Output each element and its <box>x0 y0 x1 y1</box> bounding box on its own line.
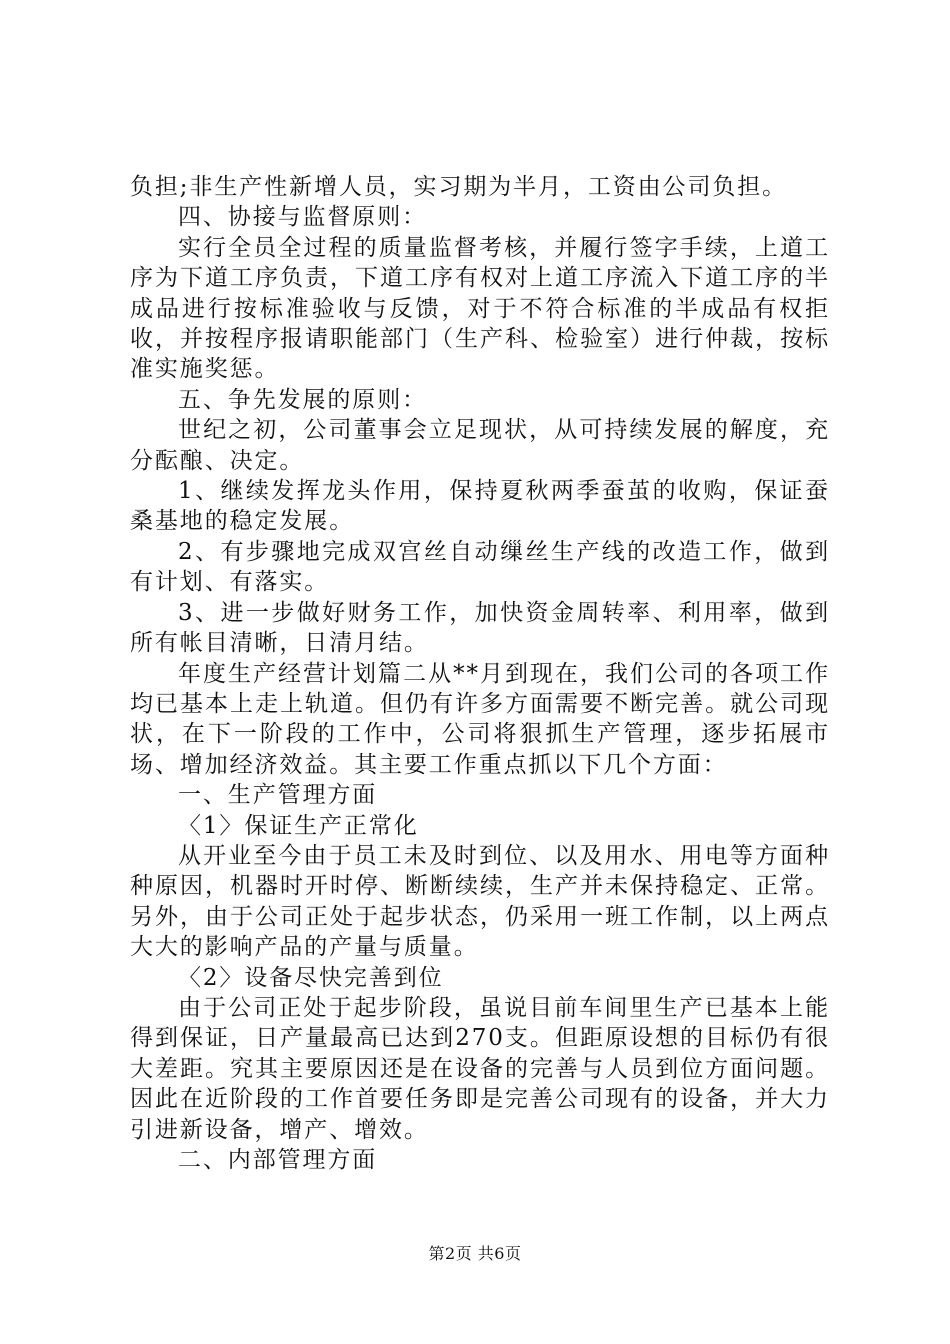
heading-production-management: 一、生产管理方面 <box>178 782 378 809</box>
paragraph-equipment: 由于公司正处于起步阶段，虽说目前车间里生产已基本上能得到保证，日产量最高已达到270支。但距原设想的目标仍有很大差距。究其主要原因还是在设备的完善与人员到位方面问题。因此在近阶段的工作首要任务即是完善公司现有的设备，并大力引进新设备，增产、增效。 <box>130 994 830 1143</box>
page-footer: 第2页 共6页 <box>428 1244 522 1263</box>
paragraph-production-normal: 从开业至今由于员工未及时到位、以及用水、用电等方面种种原因，机器时开时停、断断续续，生产并未保持稳定、正常。另外，由于公司正处于起步状态，仍采用一班工作制，以上两点大大的影响产品的产量与质量。 <box>130 842 830 961</box>
paragraph-continuation: 负担;非生产性新增人员，实习期为半月，工资由公司负担。 <box>130 174 788 200</box>
body-text <box>130 172 830 1175</box>
paragraph-supervision: 实行全员全过程的质量监督考核，并履行签字手续，上道工序为下道工序负责，下道工序有权对上道工序流入下道工序的半成品进行按标准验收与反馈，对于不符合标准的半成品有权拒收，并按程序报请职能部门（生产科、检验室）进行仲裁，按标准实施奖惩。 <box>130 234 830 383</box>
paragraph-plan-two: 年度生产经营计划篇二从**月到现在，我们公司的各项工作均已基本上走上轨道。但仍有许多方面需要不断完善。就公司现状，在下一阶段的工作中，公司将狠抓生产管理，逐步拓展市场、增加经济效益。其主要工作重点抓以下几个方面： <box>130 660 830 778</box>
heading-development-principle: 五、争先发展的原则： <box>178 386 427 413</box>
heading-supervision-principle: 四、协接与监督原则： <box>178 204 427 231</box>
list-item-3: 3、进一步做好财务工作，加快资金周转率、利用率，做到所有帐目清晰，日清月结。 <box>130 599 830 657</box>
paragraph-century: 世纪之初，公司董事会立足现状，从可持续发展的解度，充分酝酿、决定。 <box>130 417 830 474</box>
list-item-1: 1、继续发挥龙头作用，保持夏秋两季蚕茧的收购，保证蚕桑基地的稳定发展。 <box>130 478 830 535</box>
subheading-2: 〈2〉设备尽快完善到位 <box>178 964 444 991</box>
list-item-2: 2、有步骤地完成双宫丝自动缫丝生产线的改造工作，做到有计划、有落实。 <box>130 538 830 596</box>
subheading-1: 〈1〉保证生产正常化 <box>178 812 419 839</box>
heading-internal-management: 二、内部管理方面 <box>178 1147 378 1173</box>
